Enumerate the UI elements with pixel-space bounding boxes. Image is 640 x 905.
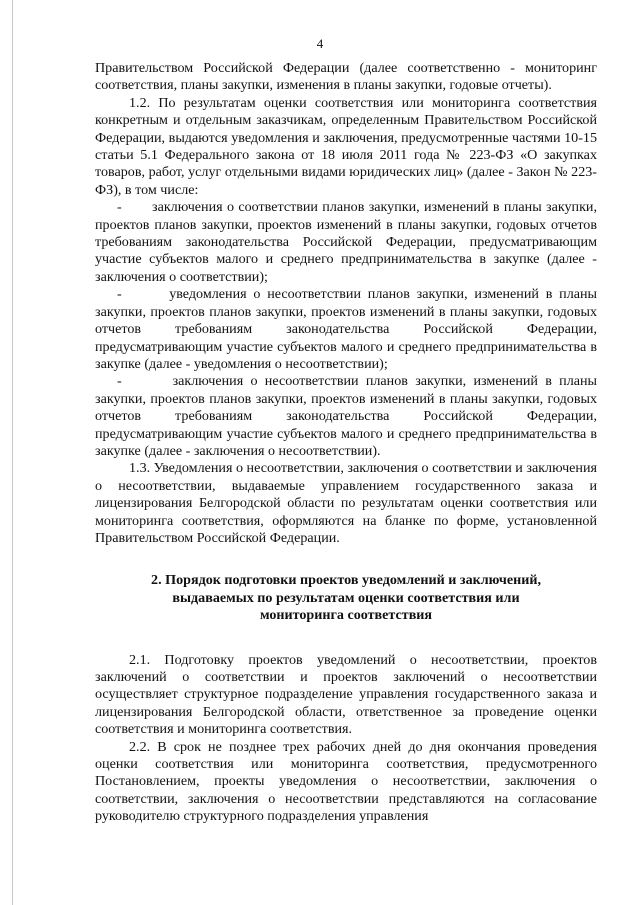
list-item-conclusions-noncompliance: - заключения о несоответствии планов закупки, изменений в планы закупки, проектов планов закупки, проектов изменений в планы закупки, годовых отчетов требованиям законодательства Российской Федерации, предусматривающим участие субъектов малого и среднего предпринимательства в закупке (далее - заключения о несоответствии). bbox=[95, 373, 597, 459]
page-edge-line bbox=[12, 0, 13, 905]
paragraph-1-3: 1.3. Уведомления о несоответствии, заключения о соответствии и заключения о несоответствии, выдаваемые управлением государственного заказа и лицензирования Белгородской области по результатам оценки соответствия или мониторинга соответствия, оформляются на бланке по форме, установленной Правительством Российской Федерации. bbox=[95, 460, 597, 546]
paragraph-1-2: 1.2. По результатам оценки соответствия или мониторинга соответствия конкретным и отдельным заказчикам, определенным Правительством Российской Федерации, выдаются уведомления и заключения, предусмотренные частями 10-15 статьи 5.1 Федерального закона от 18 июля 2011 года № 223-ФЗ «О закупках товаров, работ, услуг отдельными видами юридических лиц» (далее - Закон № 223-ФЗ), в том числе: bbox=[95, 94, 597, 198]
paragraph-2-2: 2.2. В срок не позднее трех рабочих дней до дня окончания проведения оценки соответствия или мониторинга соответствия, предусмотренного Постановлением, проекты уведомления о несоответствии, заключения о соответствии, заключения о несоответствии представляются на согласование руководителю структурного подразделения управления bbox=[95, 738, 597, 825]
list-item-notices-noncompliance: - уведомления о несоответствии планов закупки, изменений в планы закупки, проектов планов закупки, проектов изменений в планы закупки, годовых отчетов требованиям законодательства Российской Федерации, предусматривающим участие субъектов малого и среднего предпринимательства в закупке (далее - уведомления о несоответствии); bbox=[95, 286, 597, 372]
section-2-heading-line-2: выдаваемых по результатам оценки соответствия или bbox=[172, 589, 520, 606]
page-number: 4 bbox=[316, 36, 324, 51]
section-2-heading-line-1: 2. Порядок подготовки проектов уведомлений и заключений, bbox=[151, 572, 541, 589]
paragraph-2-1: 2.1. Подготовку проектов уведомлений о несоответствии, проектов заключений о соответствии и проектов заключений о несоответствии осуществляет структурное подразделение управления государственного заказа и лицензирования Белгородской области, ответственное за проведение оценки соответствия и мониторинга соответствия. bbox=[95, 651, 597, 738]
list-item-conclusions-compliance: - заключения о соответствии планов закупки, изменений в планы закупки, проектов планов закупки, проектов изменений в планы закупки, годовых отчетов требованиям законодательства Российской Федерации, предусматривающим участие субъектов малого и среднего предпринимательства в закупке (далее - заключения о соответствии); bbox=[95, 199, 597, 285]
document-body bbox=[95, 60, 597, 826]
paragraph-intro: Правительством Российской Федерации (далее соответственно - мониторинг соответствия, планы закупки, изменения в планы закупки, годовые отчеты). bbox=[95, 60, 597, 94]
section-2-heading-line-3: мониторинга соответствия bbox=[259, 607, 433, 624]
section-2-heading bbox=[95, 572, 597, 624]
